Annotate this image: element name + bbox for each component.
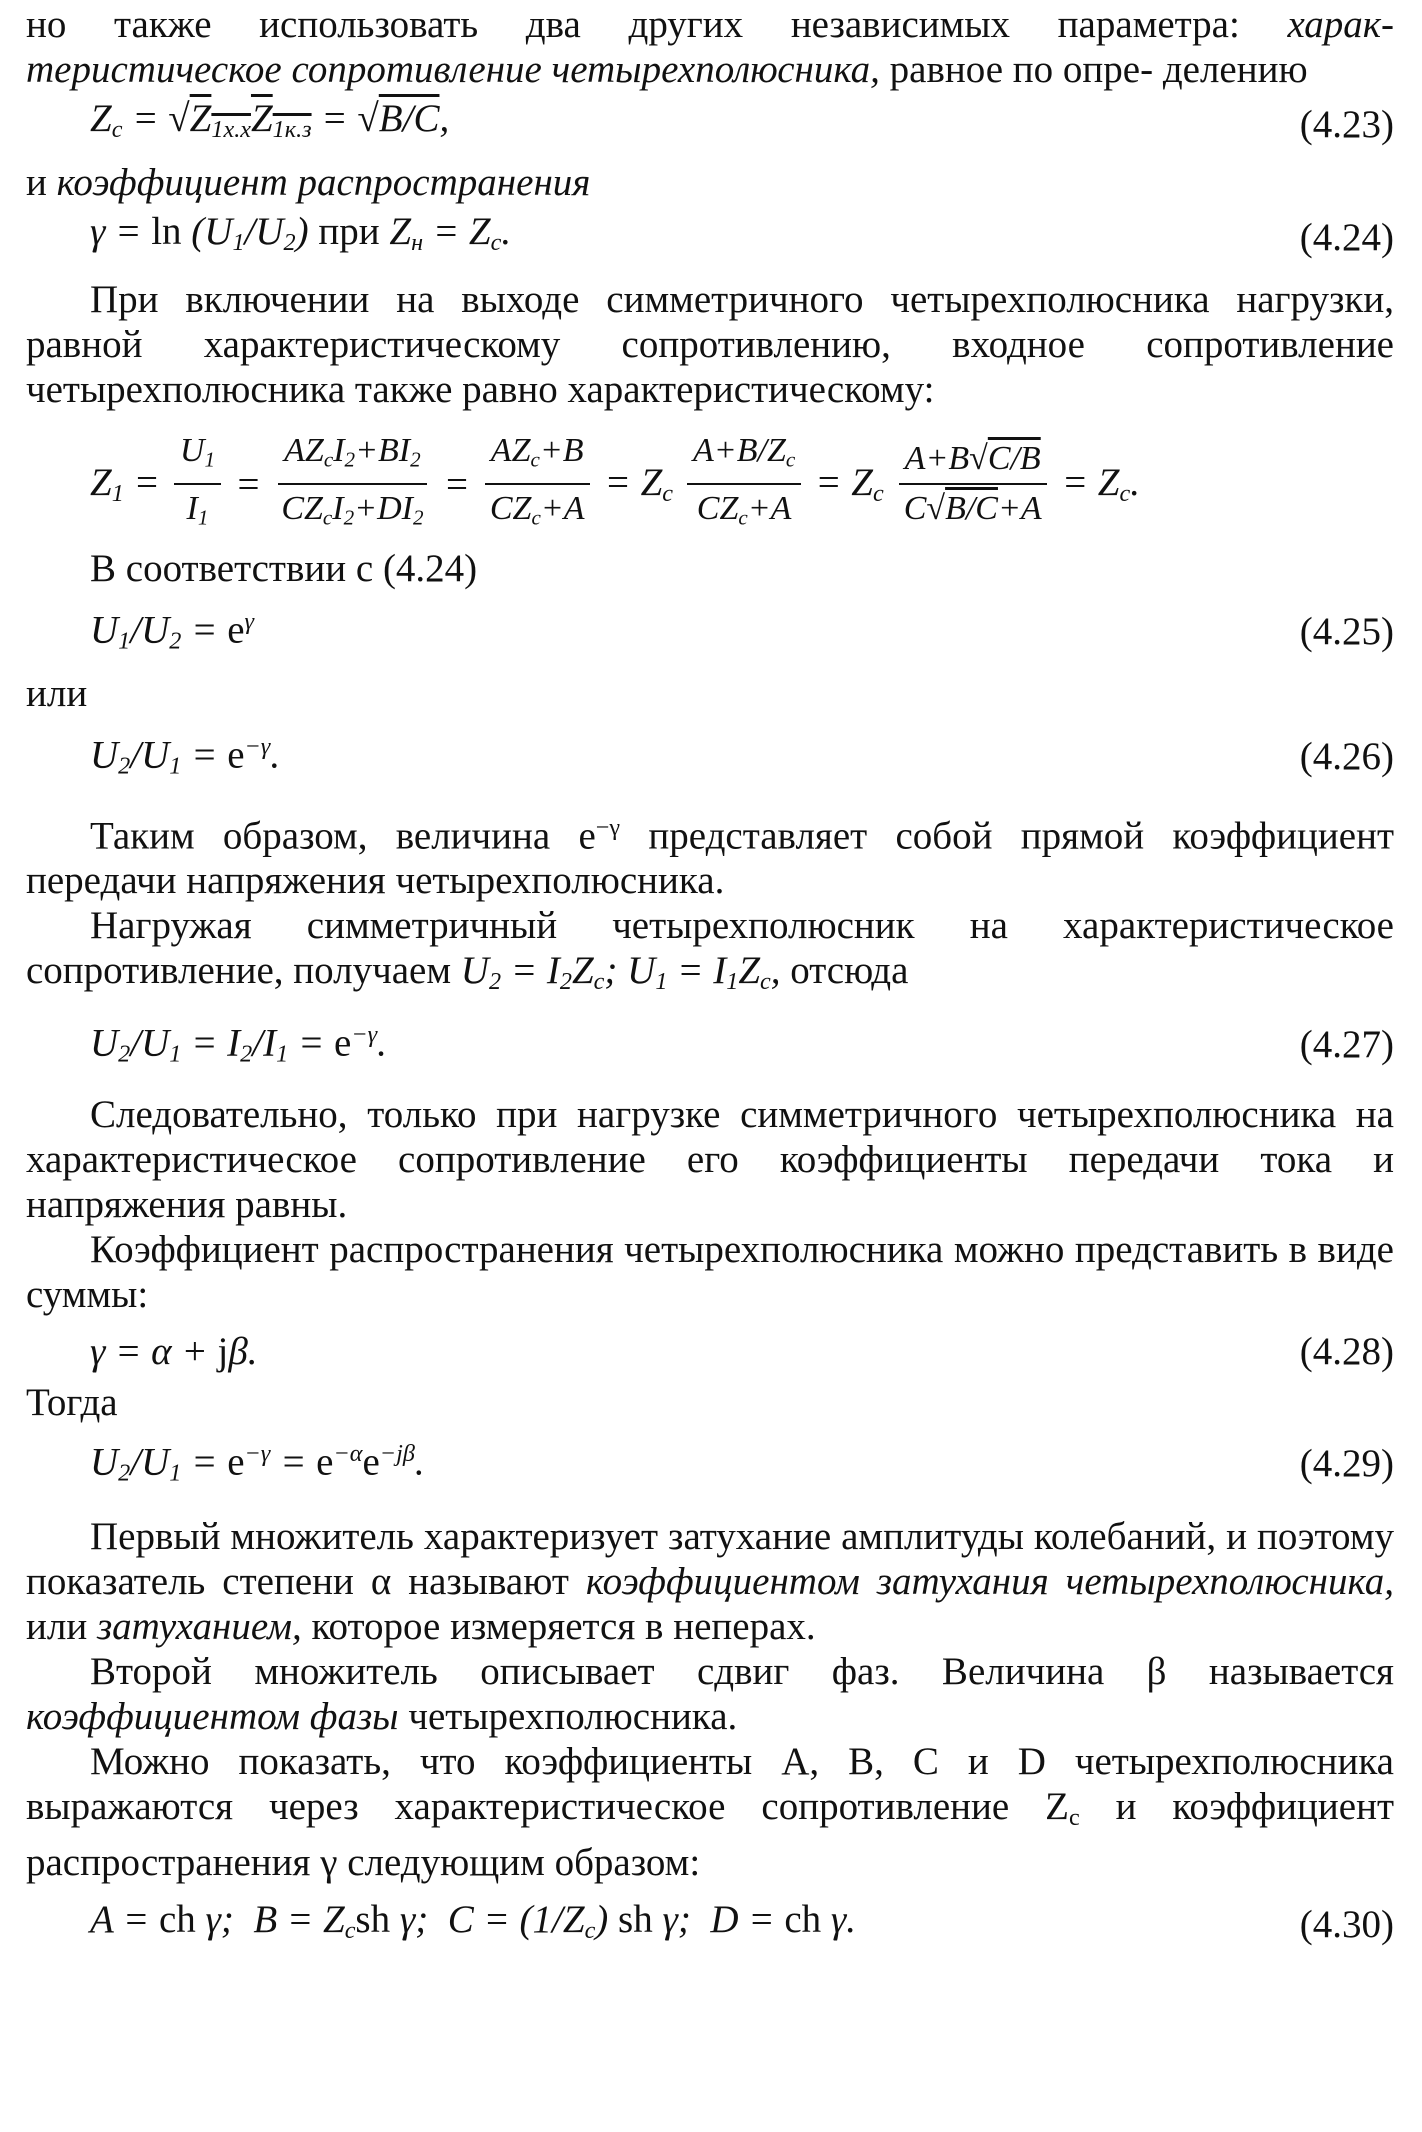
- equation-number: (4.30): [1299, 1903, 1394, 1947]
- equation-number: (4.26): [1299, 735, 1394, 779]
- para-and: и коэффициент распространения: [26, 161, 591, 205]
- para-then: Тогда: [26, 1381, 118, 1425]
- equation-number: (4.24): [1299, 215, 1394, 259]
- equation-4-28: γ = α + jβ. (4.28): [90, 1330, 1394, 1374]
- equation-4-30: A = ch γ; $B = Z_csh$ γ; $C = (1/Z_c)$ sh γ; D = ch γ. (4.30): [90, 1897, 1394, 1947]
- equation-number: (4.27): [1299, 1022, 1394, 1066]
- equation-4-25: $U_1/U_2 = e^\gamma$ (4.25): [90, 608, 1394, 655]
- para-therefore: Следовательно, только при нагрузке симметричного четырехполюсника на характеристическое сопротивление его коэффициенты передачи тока и напряжения равны.: [26, 1093, 1394, 1227]
- para-thus: Таким образом, величина $e^{-\gamma}$ представляет собой прямой коэффициент передачи напряжения четырехполюсника.: [26, 813, 1395, 903]
- equation-number: (4.28): [1299, 1330, 1394, 1374]
- equation-4-26: $U_2/U_1 = e^{-\gamma}$. (4.26): [90, 733, 1394, 780]
- equation-number: (4.23): [1299, 102, 1394, 146]
- equation-4-23: $Z_c = √Z_{1х.х}Z_{1к.з} = √B/C$, (4.23): [90, 97, 1394, 146]
- para-or: или: [26, 672, 88, 716]
- para-loading: Нагружая симметричный четырехполюсник на характеристическое сопротивление, получаем $U_2 = I_2Z_c$; $U_1 = I_1Z_c$, отсюда: [26, 904, 1394, 996]
- para-accordance: В соответствии с (4.24): [90, 547, 478, 591]
- equation-number: (4.29): [1299, 1442, 1394, 1486]
- equation-4-29: $U_2/U_1 = e^{-\gamma} = e^{-\alpha}e^{-j\beta}$. (4.29): [90, 1440, 1394, 1487]
- para-coefficient-sum: Коэффициент распространения четырехполюсника можно представить в виде суммы:: [26, 1228, 1394, 1317]
- para-phase: Второй множитель описывает сдвиг фаз. Величина β называется коэффициентом фазы четырехполюсника.: [26, 1649, 1394, 1738]
- para-coefficients: Можно показать, что коэффициенты A, B, C и D четырехполюсника выражаются через характеристическое сопротивление $Z_c$ и коэффициент распространения γ следующим образом:: [26, 1739, 1394, 1884]
- equation-4-24: $\gamma = \ln (U_1/U_2)$ при $Z_н = Z_c$. (4.24): [90, 210, 1394, 259]
- equation-input-impedance: $Z_1$ = $\frac{U_1}{I_1}$ = $\frac{AZ_cI_2+BI_2}{CZ_cI_2+DI_2}$ = $\frac{AZ_c+B}{CZ_c+A}$ = $Z_c$ $\frac{A+B/Z_c}{CZ_c+A}$ = $Z_c$ $\frac{A+B√C/B}{C√B/C+A}$ = $Z_c$.: [90, 431, 1140, 530]
- para-input-resistance: При включении на выходе симметричного четырехполюсника нагрузки, равной характеристическому сопротивлению, входное сопротивление четырехполюсника также равно характеристическому:: [26, 278, 1394, 412]
- para-attenuation: Первый множитель характеризует затухание амплитуды колебаний, и поэтому показатель степени α называют коэффициентом затухания четырехполюсника, или затуханием, которое измеряется в неперах.: [26, 1514, 1395, 1648]
- equation-number: (4.25): [1299, 609, 1394, 653]
- para-intro: но также использовать два других независимых параметра: харак- теристическое сопротивление четырехполюсника, равное по опре- делению: [26, 3, 1394, 91]
- equation-4-27: $U_2/U_1 = I_2/I_1 = e^{-\gamma}$. (4.27): [90, 1021, 1394, 1068]
